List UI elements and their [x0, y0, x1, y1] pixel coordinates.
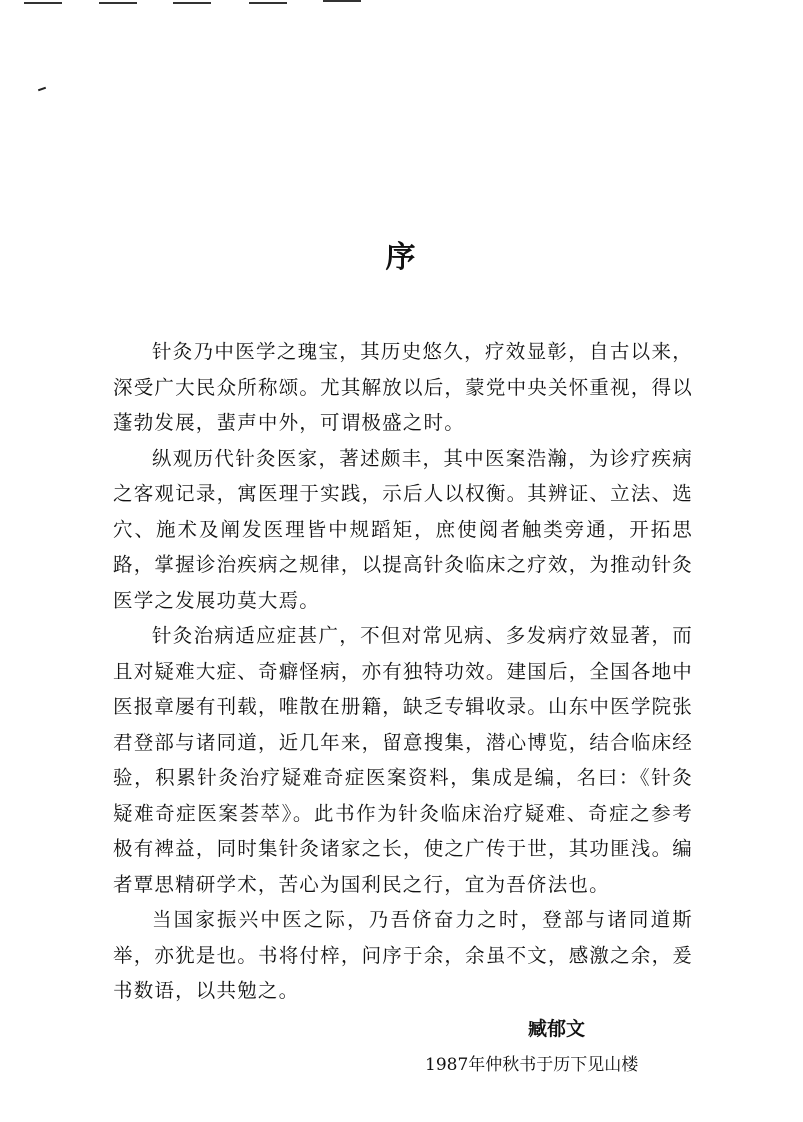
paragraph: 纵观历代针灸医家，著述颇丰，其中医案浩瀚，为诊疗疾病之客观记录，寓医理于实践，示后人以权衡。其辨证、立法、选穴、施术及阐发医理皆中规蹈矩，庶使阅者触类旁通，开拓思路，掌握诊治疾病之规律，以提高针灸临床之疗效，为推动针灸医学之发展功莫大焉。	[113, 446, 693, 612]
preface-body	[113, 334, 693, 1009]
paragraph: 针灸乃中医学之瑰宝，其历史悠久，疗效显彰，自古以来，深受广大民众所称颂。尤其解放以后，蒙党中央关怀重视，得以蓬勃发展，蜚声中外，可谓极盛之时。	[113, 340, 693, 434]
scan-mark	[38, 87, 46, 92]
paragraph: 针灸治病适应症甚广，不但对常见病、多发病疗效显著，而且对疑难大症、奇癖怪病，亦有独特功效。建国后，全国各地中医报章屡有刊载，唯散在册籍，缺乏专辑收录。山东中医学院张君登部与诸同道，近几年来，留意搜集，潜心博览，结合临床经验，积累针灸治疗疑难奇症医案资料，集成是编，名曰：《针灸疑难奇症医案荟萃》。此书作为针灸临床治疗疑难、奇症之参考极有裨益，同时集针灸诸家之长，使之广传于世，其功匪浅。编者覃思精研学术，苦心为国利民之行，宜为吾侪法也。	[113, 624, 693, 896]
top-rule	[173, 2, 211, 4]
top-rule	[323, 0, 361, 2]
top-rule	[24, 2, 62, 4]
top-rule	[99, 2, 137, 4]
paragraph: 当国家振兴中医之际，乃吾侪奋力之时，登部与诸同道斯举，亦犹是也。书将付梓，问序于余，余虽不文，感激之余，爰书数语，以共勉之。	[113, 908, 693, 1002]
page-title: 序	[385, 240, 418, 275]
author-signature: 臧郁文	[528, 1018, 586, 1040]
top-rule	[249, 2, 287, 4]
date-line: 1987年仲秋书于历下见山楼	[425, 1055, 639, 1075]
